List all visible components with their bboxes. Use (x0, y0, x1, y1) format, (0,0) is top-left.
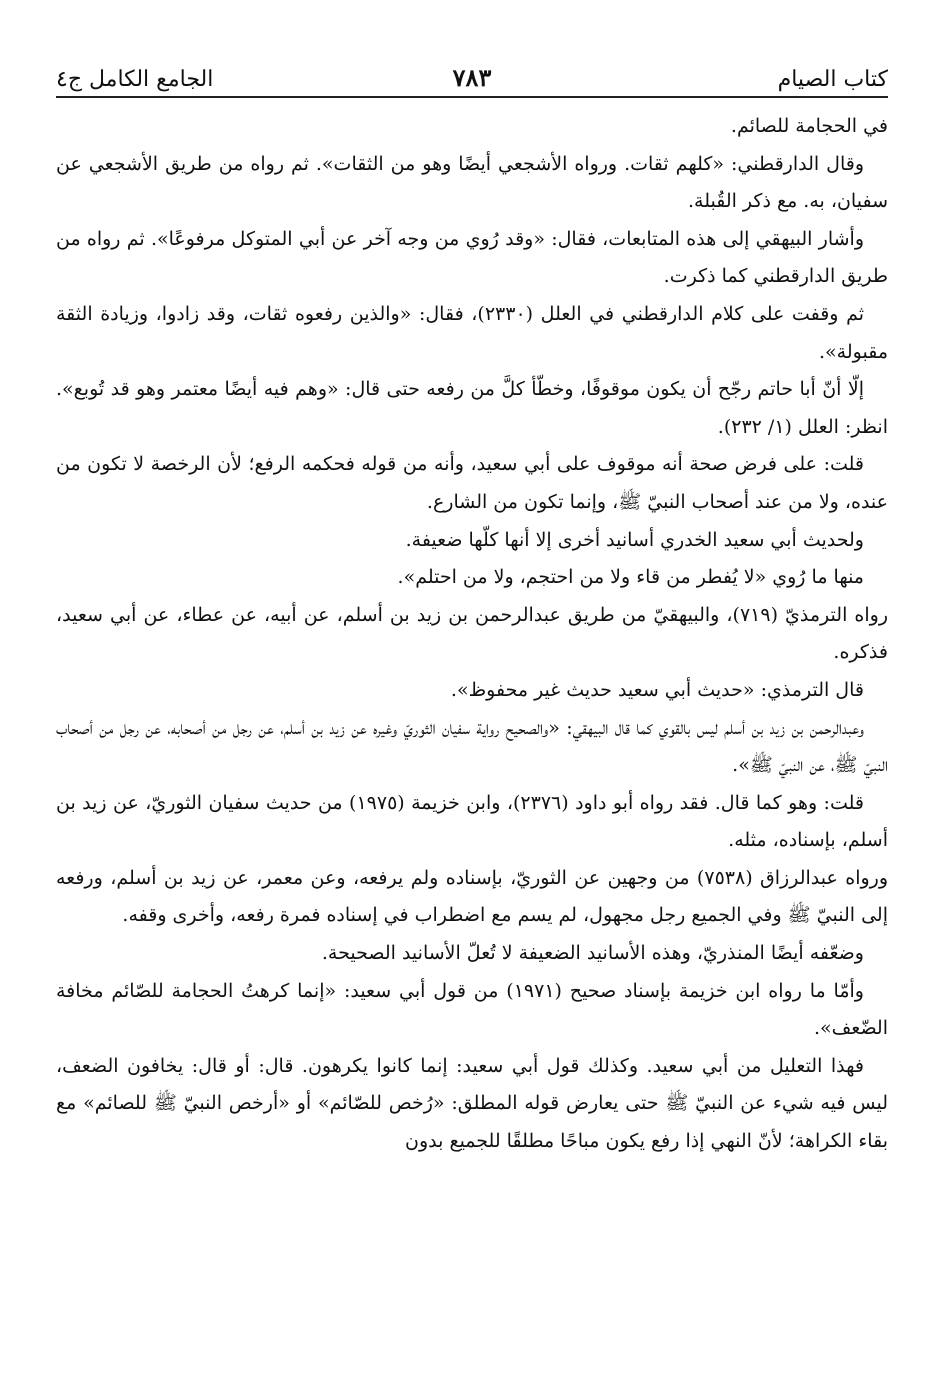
book-page (56, 52, 888, 1350)
paragraph: ورواه عبدالرزاق (٧٥٣٨) من وجهين عن الثوريّ، بإسناده ولم يرفعه، وعن معمر، عن زيد بن أسلم، ورفعه إلى النبيّ ﷺ وفي الجميع رجل مجهول، لم يسم مع اضطراب في إسناده فمرة رفعه، وأخرى وقفه. (56, 866, 889, 927)
paragraph: وأشار البيهقي إلى هذه المتابعات، فقال: «وقد رُوي من وجه آخر عن أبي المتوكل مرفوعًا». ثم رواه من طريق الدارقطني كما ذكرت. (56, 227, 888, 288)
paragraph: قلت: وهو كما قال. فقد رواه أبو داود (٢٣٧٦)، وابن خزيمة (١٩٧٥) من حديث سفيان الثوريّ، عن زيد بن أسلم، بإسناده، مثله. (56, 791, 888, 852)
paragraph: إلّا أنّ أبا حاتم رجّح أن يكون موقوفًا، وخطّأ كلَّ من رفعه حتى قال: «وهم فيه أيضًا معتمر وهو قد تُوبع». انظر: العلل (١/ ٢٣٢). (56, 378, 888, 438)
paragraph: ثم وقفت على كلام الدارقطني في العلل (٢٣٣٠)، فقال: «والذين رفعوه ثقات، وقد زادوا، وزيادة الثقة مقبولة». (56, 302, 888, 363)
paragraph: رواه الترمذيّ (٧١٩)، والبيهقيّ من طريق عبدالرحمن بن زيد بن أسلم، عن أبيه، عن عطاء، عن أبي سعيد، فذكره. (56, 603, 888, 664)
paragraph: وقال الدارقطني: «كلهم ثقات. ورواه الأشجعي أيضًا وهو من الثقات». ثم رواه من طريق الأشجعي عن سفيان، به. مع ذكر القُبلة. (56, 152, 888, 213)
page-number: ٧٨٣ (452, 63, 492, 92)
paragraph: قلت: على فرض صحة أنه موقوف على أبي سعيد، وأنه من قوله فحكمه الرفع؛ لأن الرخصة لا تكون من عنده، ولا من عند أصحاب النبيّ ﷺ، وإنما تكون من الشارع. (56, 453, 888, 513)
paragraph: وأمّا ما رواه ابن خزيمة بإسناد صحيح (١٩٧١) من قول أبي سعيد: «إنما كرهتُ الحجامة للصّائم مخافة الضّعف». (56, 979, 888, 1040)
paragraph: قال الترمذي: «حديث أبي سعيد حديث غير محفوظ». (450, 678, 864, 701)
paragraph: منها ما رُوي «لا يُفطر من قاء ولا من احتجم، ولا من احتلم». (397, 566, 864, 589)
book-section-title: كتاب الصيام (777, 67, 888, 92)
paragraph: في الحجامة للصائم. (730, 115, 888, 137)
paragraph: وضعّفه أيضًا المنذريّ، وهذه الأسانيد الضعيفة لا تُعلّ الأسانيد الصحيحة. (321, 942, 864, 965)
paragraph: ولحديث أبي سعيد الخدري أسانيد أخرى إلا أنها كلّها ضعيفة. (405, 528, 864, 551)
page-header (56, 52, 888, 98)
page-body (56, 108, 888, 1161)
paragraph: فهذا التعليل من أبي سعيد. وكذلك قول أبي سعيد: إنما كانوا يكرهون. قال: أو قال: يخافون الضعف، ليس فيه شيء عن النبيّ ﷺ حتى يعارض قوله المطلق: «رُخص للصّائم» أو «أرخص النبيّ ﷺ للصائم» مع بقاء الكراهة؛ لأنّ النهي إذا رفع يكون مباحًا مطلقًا للجميع بدون (56, 1054, 889, 1153)
paragraph: وعبدالرحمن بن زيد بن أسلم ليس بالقوي كما قال البيهقي: «والصحيح رواية سفيان الثوريّ وغيره عن زيد بن أسلم، عن رجل من أصحابه، عن رجل من أصحاب النبيّ ﷺ، عن النبيّ ﷺ». (56, 716, 888, 777)
book-volume-title: الجامع الكامل ج٤ (56, 67, 214, 92)
